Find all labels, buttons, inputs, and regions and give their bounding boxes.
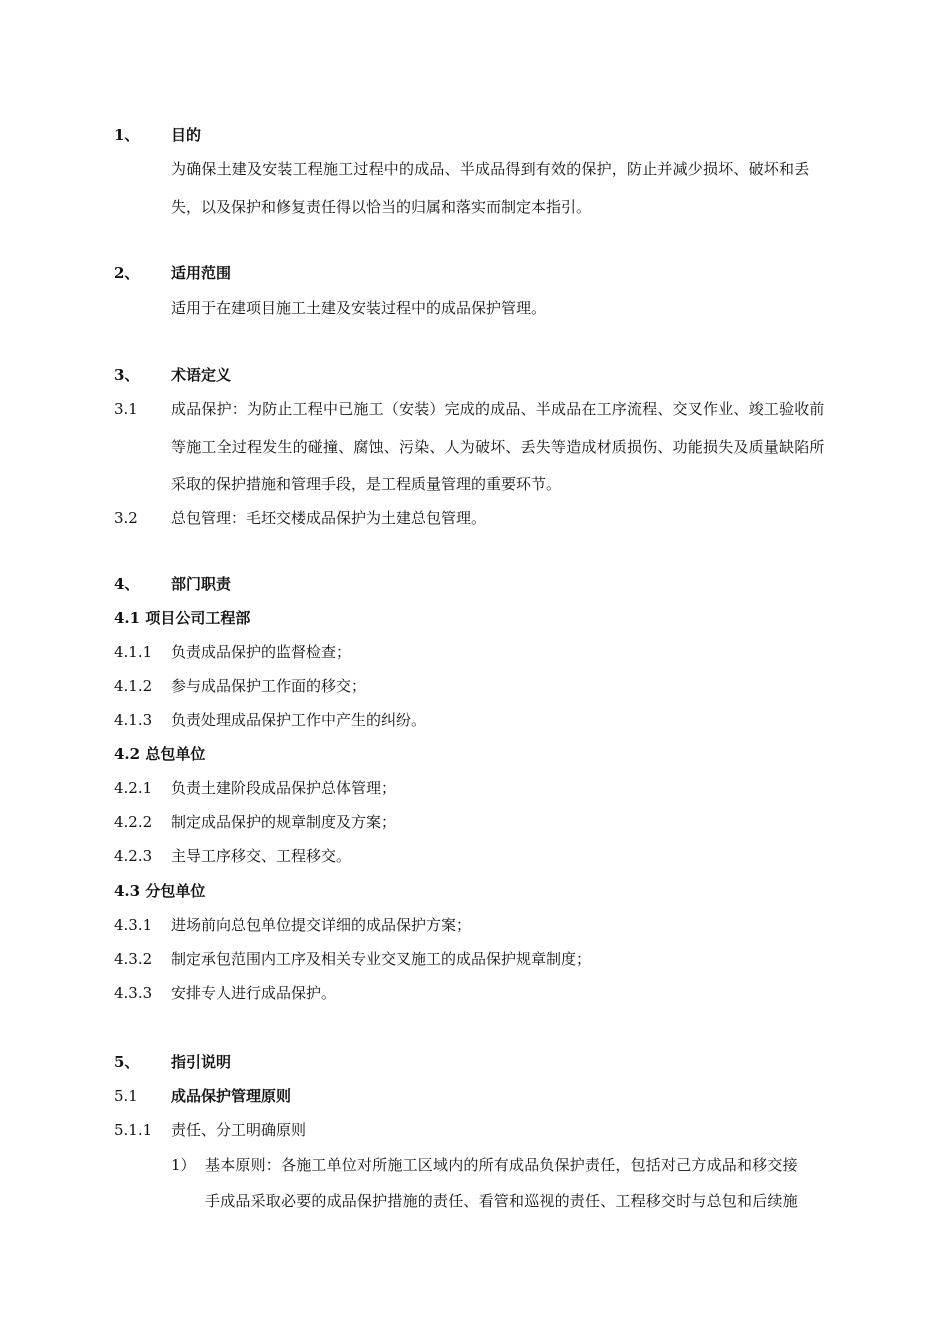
list-number: 1）: [171, 1156, 196, 1174]
subsection-title: 成品保护管理原则: [171, 1087, 292, 1105]
subsection-heading: [0, 877, 950, 905]
item-text: 进场前向总包单位提交详细的成品保护方案；: [171, 916, 472, 934]
section-title: 指引说明: [171, 1053, 232, 1071]
body-text: 为确保土建及安装工程施工过程中的成品、半成品得到有效的保护，防止并减少损坏、破坏和丢: [171, 160, 810, 178]
list-text: 手成品采取必要的成品保护措施的责任、看管和巡视的责任、工程移交时与总包和后续施: [205, 1192, 798, 1210]
subsection-title: 责任、分工明确原则: [171, 1121, 307, 1139]
definition-item: [0, 395, 950, 423]
list-item: [0, 808, 950, 836]
section-2-heading: [0, 259, 950, 287]
item-text: 负责成品保护的监督检查；: [171, 643, 352, 661]
item-number: 4.1.2: [114, 677, 153, 695]
list-item: [0, 945, 950, 973]
section-number: 1、: [114, 126, 140, 144]
paragraph-line: [0, 193, 950, 221]
section-number: 2、: [114, 264, 140, 282]
paragraph-line: [0, 1187, 950, 1215]
body-text: 适用于在建项目施工土建及安装过程中的成品保护管理。: [171, 299, 547, 317]
item-number: 3.1: [114, 400, 138, 418]
item-text: 主导工序移交、工程移交。: [171, 847, 352, 865]
list-item: [0, 706, 950, 734]
item-text: 总包管理：毛坯交楼成品保护为土建总包管理。: [171, 509, 487, 527]
section-title: 适用范围: [171, 264, 232, 282]
item-number: 4.2.3: [114, 847, 153, 865]
paragraph-line: [0, 155, 950, 183]
item-number: 4.1.3: [114, 711, 153, 729]
subsection-title: 4.3 分包单位: [114, 882, 206, 900]
section-title: 术语定义: [171, 366, 232, 384]
subsection-heading: [0, 1082, 950, 1110]
body-text: 失，以及保护和修复责任得以恰当的归属和落实而制定本指引。: [171, 198, 592, 216]
list-item: [0, 672, 950, 700]
section-title: 目的: [171, 126, 202, 144]
list-item: [0, 774, 950, 802]
subsection-heading: [0, 740, 950, 768]
subsection-number: 5.1.1: [114, 1121, 153, 1139]
item-number: 4.2.2: [114, 813, 153, 831]
subsection-heading: [0, 1116, 950, 1144]
section-3-heading: [0, 361, 950, 389]
paragraph-line: [0, 433, 950, 461]
section-number: 5、: [114, 1053, 140, 1071]
item-number: 4.3.3: [114, 984, 153, 1002]
section-4-heading: [0, 570, 950, 598]
item-number: 4.2.1: [114, 779, 153, 797]
item-number: 4.1.1: [114, 643, 153, 661]
item-number: 3.2: [114, 509, 138, 527]
item-number: 4.3.2: [114, 950, 153, 968]
paragraph-line: [0, 294, 950, 322]
section-number: 3、: [114, 366, 140, 384]
item-text: 负责土建阶段成品保护总体管理；: [171, 779, 397, 797]
list-item: [0, 638, 950, 666]
definition-item: [0, 504, 950, 532]
paragraph-line: [0, 470, 950, 498]
section-title: 部门职责: [171, 575, 232, 593]
subsection-heading: [0, 604, 950, 632]
item-text: 制定承包范围内工序及相关专业交叉施工的成品保护规章制度；: [171, 950, 592, 968]
list-item: [0, 842, 950, 870]
list-item: [0, 1151, 950, 1179]
item-text: 采取的保护措施和管理手段，是工程质量管理的重要环节。: [171, 475, 562, 493]
subsection-number: 5.1: [114, 1087, 138, 1105]
item-number: 4.3.1: [114, 916, 153, 934]
section-5-heading: [0, 1048, 950, 1076]
item-text: 制定成品保护的规章制度及方案；: [171, 813, 397, 831]
subsection-title: 4.2 总包单位: [114, 745, 206, 763]
list-item: [0, 911, 950, 939]
subsection-title: 4.1 项目公司工程部: [114, 609, 251, 627]
item-text: 等施工全过程发生的碰撞、腐蚀、污染、人为破坏、丢失等造成材质损伤、功能损失及质量缺陷所: [171, 438, 825, 456]
item-text: 安排专人进行成品保护。: [171, 984, 337, 1002]
item-text: 参与成品保护工作面的移交；: [171, 677, 367, 695]
section-1-heading: [0, 121, 950, 149]
list-text: 基本原则：各施工单位对所施工区域内的所有成品负保护责任，包括对己方成品和移交接: [205, 1156, 798, 1174]
section-number: 4、: [114, 575, 140, 593]
item-text: 负责处理成品保护工作中产生的纠纷。: [171, 711, 427, 729]
item-text: 成品保护：为防止工程中已施工（安装）完成的成品、半成品在工序流程、交叉作业、竣工验收前: [171, 400, 825, 418]
list-item: [0, 979, 950, 1007]
